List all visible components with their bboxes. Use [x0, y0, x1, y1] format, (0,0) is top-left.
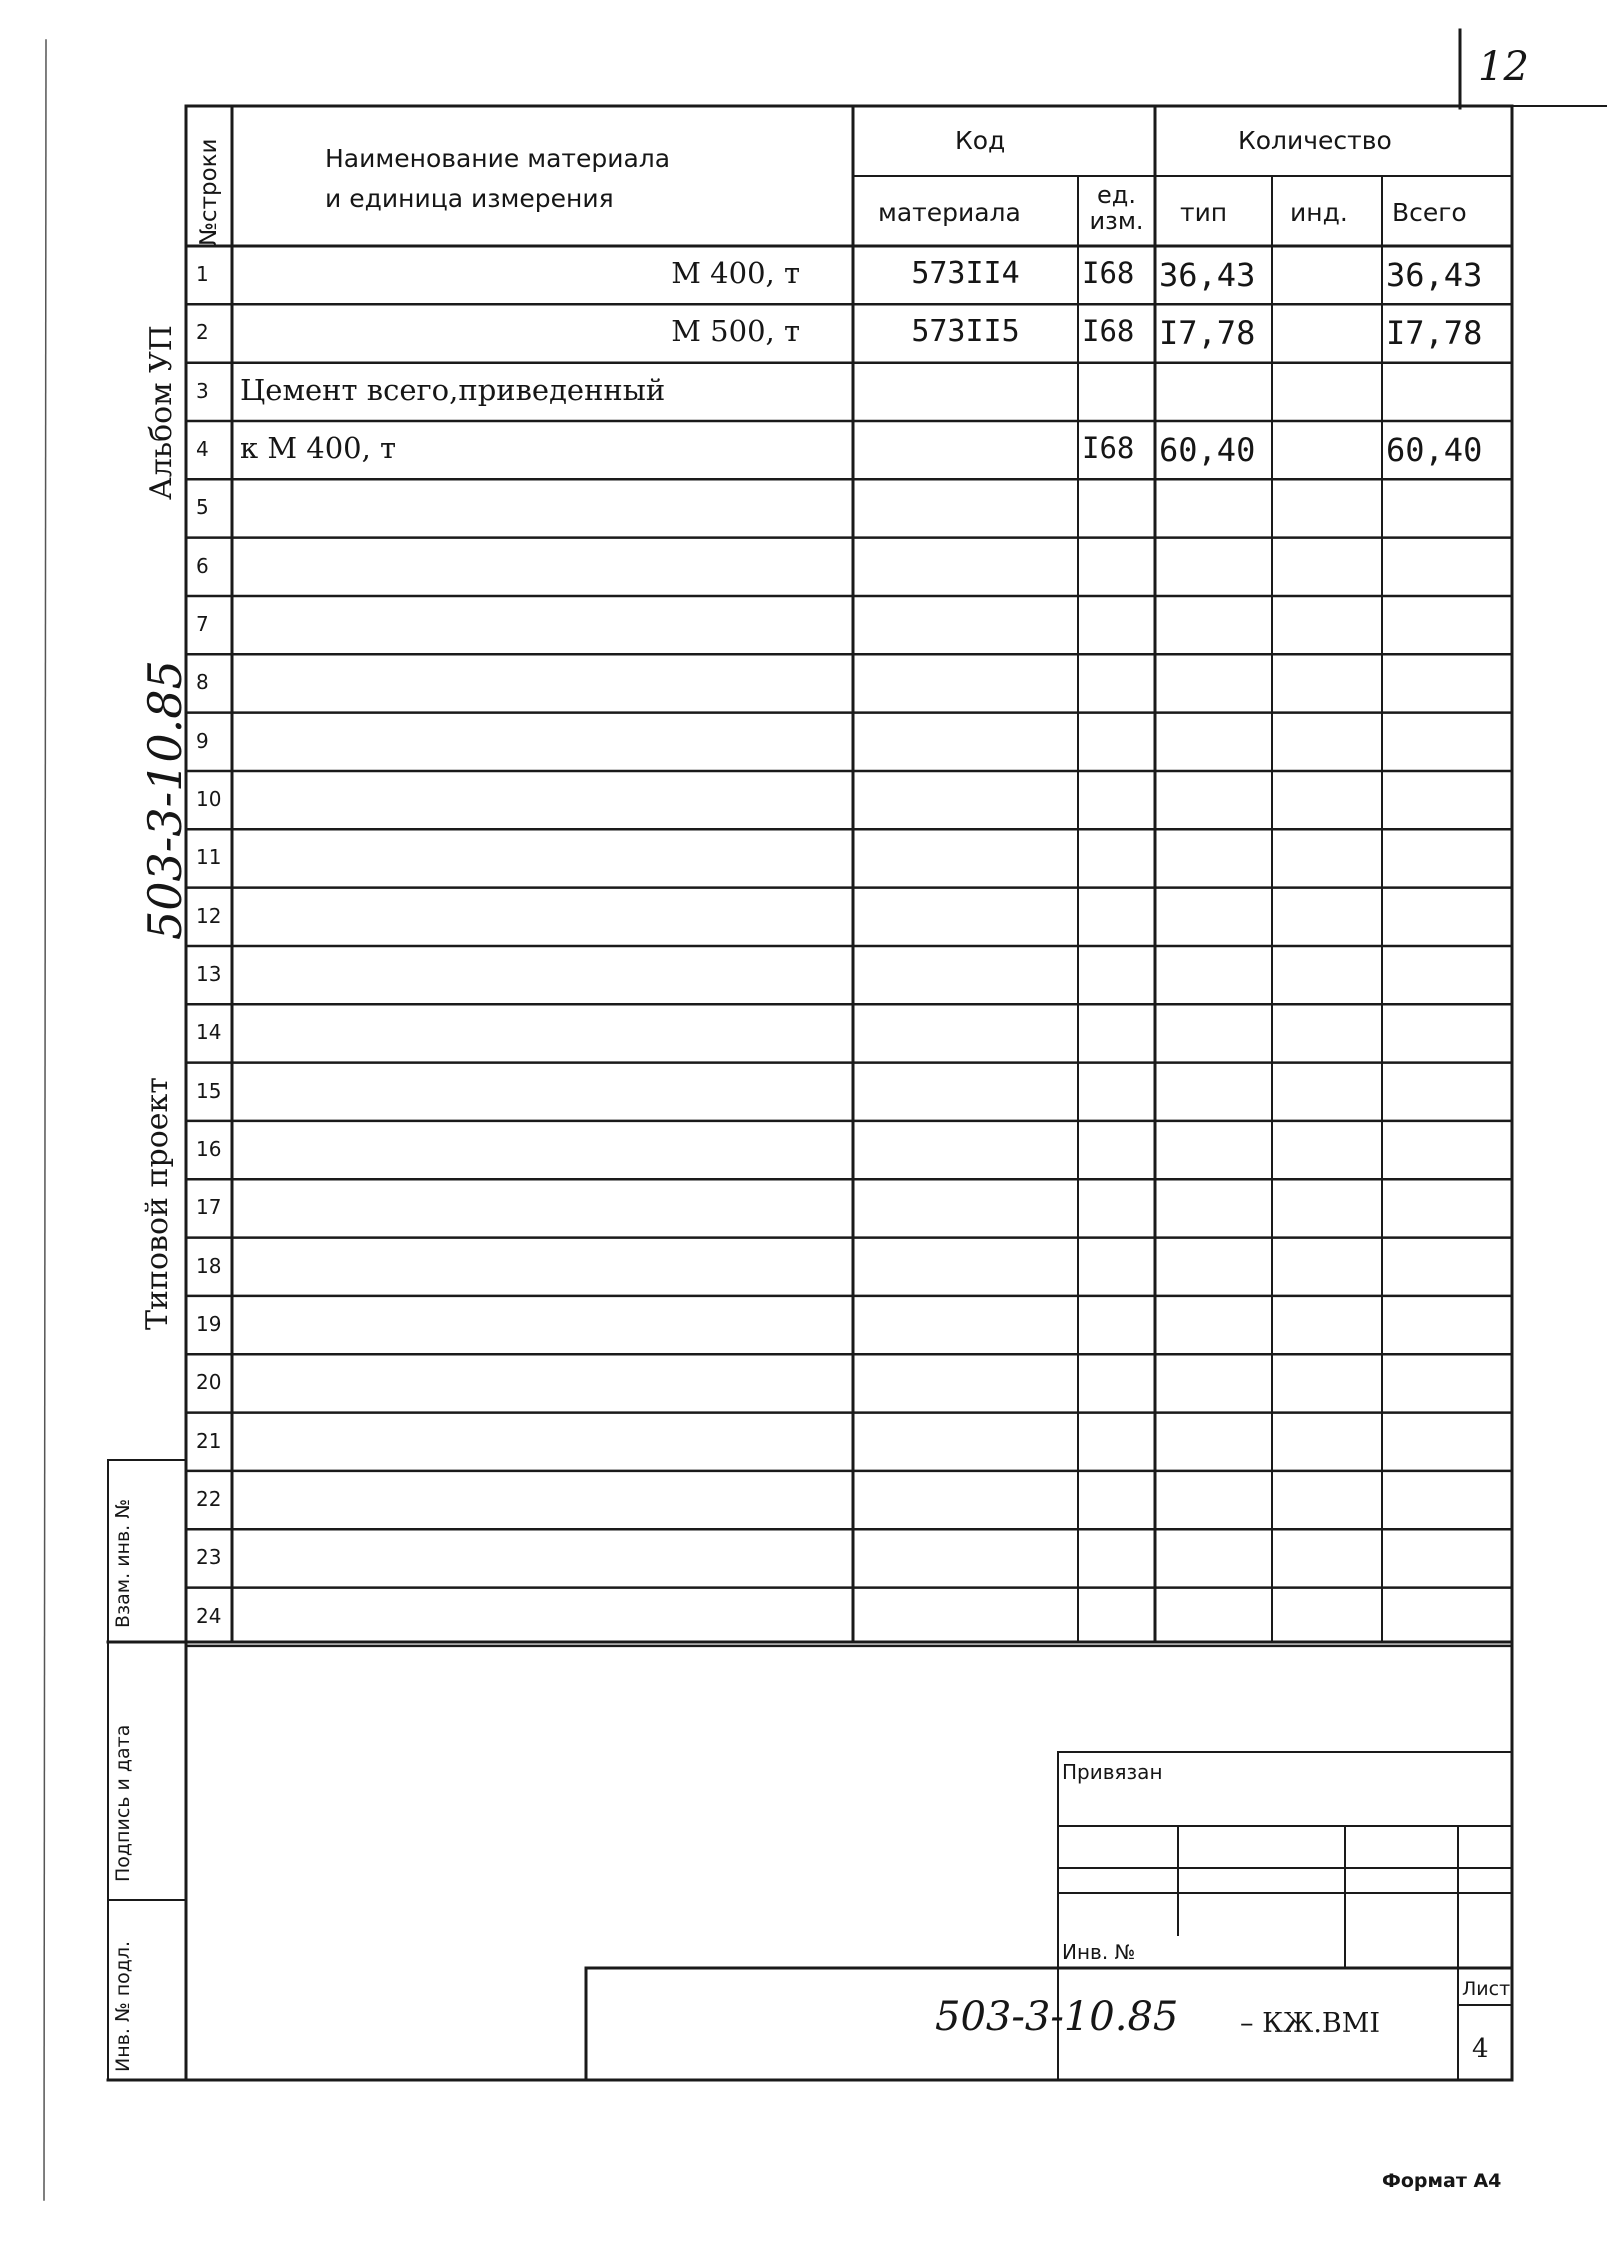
- table-row: [0, 654, 1607, 712]
- row-number: 6: [196, 553, 209, 578]
- cell-total: I7,78: [1386, 314, 1483, 353]
- designation-suffix: – КЖ.ВМI: [1240, 2008, 1381, 2039]
- table-row: [0, 1413, 1607, 1471]
- name-header-line2: и единица измерения: [325, 184, 614, 213]
- row-number: 4: [196, 436, 209, 461]
- row-number: 13: [196, 961, 222, 986]
- swap-inv-label: Взам. инв. №: [112, 1498, 134, 1628]
- code-group-header: Код: [955, 126, 1006, 155]
- bound-label: Привязан: [1062, 1760, 1163, 1784]
- table-row: [0, 1529, 1607, 1587]
- row-number-header: №строки: [196, 138, 222, 246]
- table-row: [0, 596, 1607, 654]
- cell-type: 60,40: [1159, 430, 1256, 469]
- cell-type: 36,43: [1159, 256, 1256, 294]
- qty-total-header: Всего: [1392, 198, 1467, 227]
- format-label: Формат А4: [1382, 2170, 1502, 2192]
- cell-type: I7,78: [1159, 314, 1256, 353]
- table-row: [0, 713, 1607, 771]
- code-material-header: материала: [878, 198, 1021, 227]
- table-row: [0, 363, 1607, 421]
- row-number: 19: [196, 1311, 222, 1336]
- inv-orig-label: Инв. № подл.: [112, 1940, 134, 2072]
- cell-name: М 500, т: [671, 314, 800, 349]
- cell-code: 573II5: [911, 314, 1020, 350]
- row-number: 5: [196, 495, 209, 520]
- table-row: [0, 1471, 1607, 1529]
- name-header-line1: Наименование материала: [325, 144, 671, 173]
- qty-ind-header: инд.: [1290, 198, 1348, 227]
- row-number: 1: [196, 262, 209, 286]
- qty-group-header: Количество: [1238, 126, 1392, 155]
- qty-type-header: тип: [1180, 198, 1228, 227]
- row-number: 2: [196, 320, 209, 345]
- cell-unit: I68: [1082, 430, 1135, 465]
- cell-name: Цемент всего,приведенный: [240, 372, 666, 407]
- row-number: 11: [196, 845, 222, 870]
- album-label: Альбом УП: [144, 325, 179, 500]
- table-row: [0, 421, 1607, 479]
- table-row: [0, 829, 1607, 887]
- table-row: [0, 1121, 1607, 1179]
- table-row: [0, 1296, 1607, 1354]
- sign-date-label: Подпись и дата: [112, 1724, 134, 1882]
- row-number: 15: [196, 1078, 222, 1103]
- row-number: 22: [196, 1486, 222, 1511]
- row-number: 23: [196, 1545, 222, 1570]
- row-number: 8: [196, 670, 209, 695]
- table-row: [0, 1354, 1607, 1412]
- row-number: 7: [196, 611, 209, 636]
- cell-unit: I68: [1082, 256, 1135, 290]
- table-row: [0, 1179, 1607, 1237]
- table-row: [0, 246, 1607, 304]
- cell-total: 60,40: [1386, 430, 1483, 469]
- table-row: [0, 888, 1607, 946]
- row-number: 12: [196, 903, 222, 928]
- inv-number-label: Инв. №: [1062, 1940, 1136, 1964]
- table-row: [0, 1588, 1607, 1646]
- sheet-number: 12: [1478, 44, 1529, 90]
- table-row: [0, 1063, 1607, 1121]
- row-number: 20: [196, 1370, 222, 1395]
- cell-code: 573II4: [911, 256, 1020, 291]
- cell-total: 36,43: [1386, 256, 1483, 294]
- project-code-vertical: 503-3-10.85: [138, 660, 192, 940]
- row-number: 14: [196, 1020, 222, 1045]
- code-unit-header: [1078, 182, 1155, 234]
- row-number: 18: [196, 1253, 222, 1278]
- cell-unit: I68: [1082, 314, 1135, 349]
- row-number: 9: [196, 728, 209, 753]
- sheet-value: 4: [1472, 2034, 1489, 2064]
- row-number: 3: [196, 378, 209, 403]
- row-number: 24: [196, 1603, 222, 1628]
- table-row: [0, 304, 1607, 362]
- sheet-label: Лист: [1462, 1978, 1511, 2000]
- table-row: [0, 479, 1607, 537]
- cell-name: к М 400, т: [240, 430, 397, 465]
- row-number: 17: [196, 1195, 222, 1220]
- table-row: [0, 771, 1607, 829]
- table-row: [0, 1238, 1607, 1296]
- row-number: 10: [196, 786, 222, 811]
- row-number: 16: [196, 1136, 222, 1161]
- table-row: [0, 1004, 1607, 1062]
- code-unit-header-line1: ед.: [1097, 181, 1136, 209]
- table-row: [0, 946, 1607, 1004]
- designation-code: 503-3-10.85: [935, 1994, 1179, 2040]
- cell-name: М 400, т: [671, 256, 800, 290]
- table-row: [0, 538, 1607, 596]
- code-unit-header-line2: изм.: [1089, 207, 1144, 235]
- row-number: 21: [196, 1428, 222, 1453]
- typical-project-label: Типовой проект: [140, 1077, 175, 1330]
